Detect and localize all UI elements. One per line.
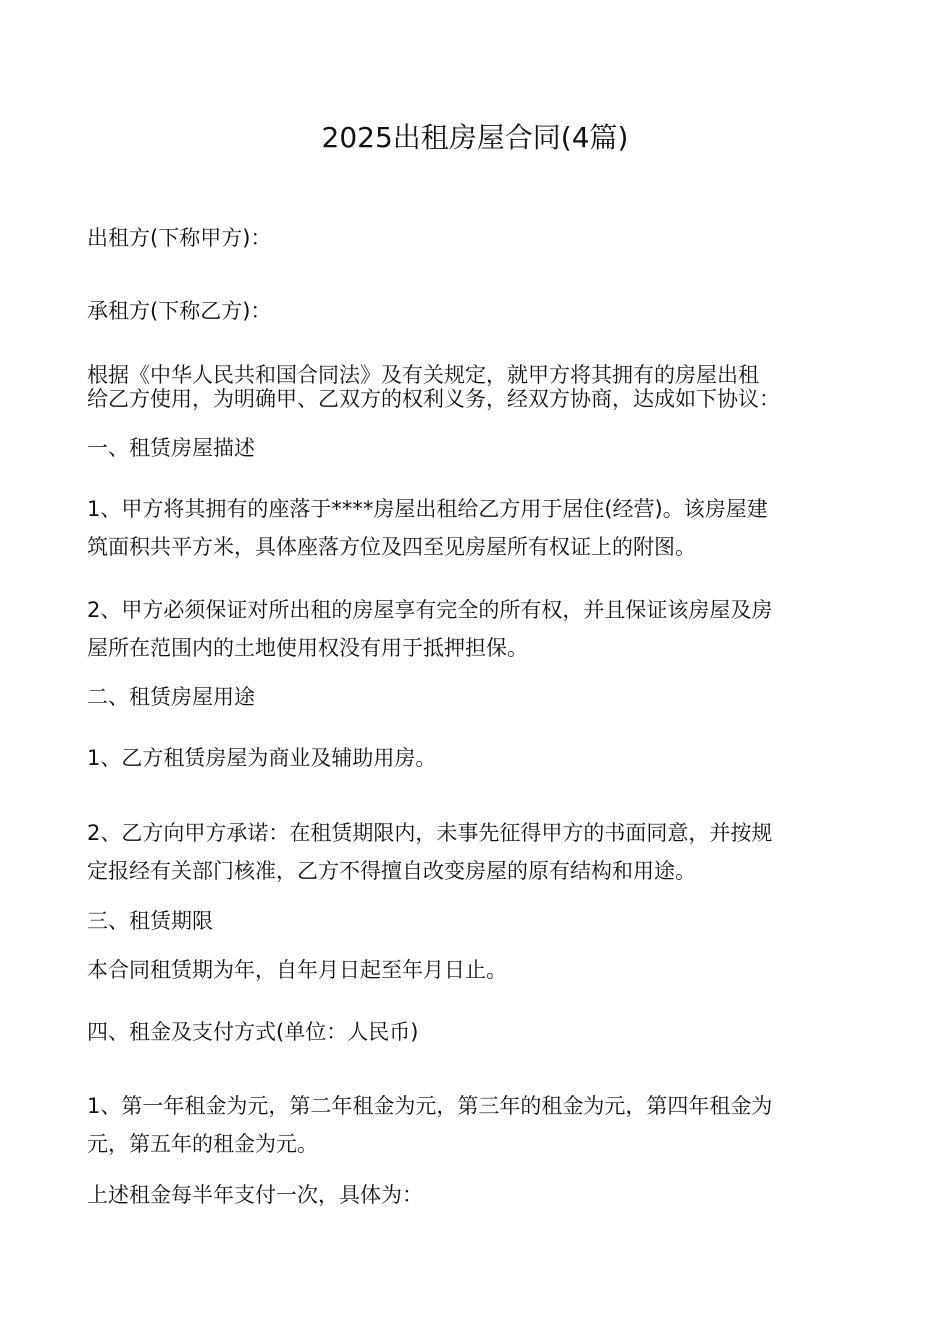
section-3-text: 本合同租赁期为年，自年月日起至年月日止。	[87, 958, 507, 982]
section-4-heading: 四、租金及支付方式(单位：人民币)	[87, 1020, 419, 1044]
paragraph-line: 元，第五年的租金为元。	[87, 1132, 318, 1156]
paragraph-line: 筑面积共平方米，具体座落方位及四至见房屋所有权证上的附图。	[87, 535, 696, 559]
preamble-paragraph	[87, 363, 867, 411]
section-2-item-1: 1、乙方租赁房屋为商业及辅助用房。	[87, 746, 437, 770]
section-1-heading: 一、租赁房屋描述	[87, 436, 255, 460]
section-1-item-2	[87, 591, 867, 667]
section-4-item-1	[87, 1087, 867, 1163]
section-2-heading: 二、租赁房屋用途	[87, 685, 255, 709]
preamble-line: 根据《中华人民共和国合同法》及有关规定，就甲方将其拥有的房屋出租	[87, 363, 759, 387]
section-4-text: 上述租金每半年支付一次，具体为：	[87, 1183, 423, 1207]
party-b-line: 承租方(下称乙方)：	[87, 299, 272, 323]
section-3-heading: 三、租赁期限	[87, 909, 213, 933]
section-1-item-1	[87, 490, 867, 566]
paragraph-line: 1、甲方将其拥有的座落于****房屋出租给乙方用于居住(经营)。该房屋建	[87, 497, 768, 521]
section-2-item-2	[87, 814, 867, 890]
paragraph-line: 1、第一年租金为元，第二年租金为元，第三年的租金为元，第四年租金为	[87, 1094, 773, 1118]
paragraph-line: 屋所在范围内的土地使用权没有用于抵押担保。	[87, 636, 528, 660]
preamble-line: 给乙方使用，为明确甲、乙双方的权利义务，经双方协商，达成如下协议：	[87, 387, 780, 411]
paragraph-line: 2、甲方必须保证对所出租的房屋享有完全的所有权，并且保证该房屋及房	[87, 598, 773, 622]
paragraph-line: 定报经有关部门核准，乙方不得擅自改变房屋的原有结构和用途。	[87, 859, 696, 883]
party-a-line: 出租方(下称甲方)：	[87, 226, 272, 250]
document-title: 2025出租房屋合同(4篇)	[321, 121, 629, 154]
paragraph-line: 2、乙方向甲方承诺：在租赁期限内，未事先征得甲方的书面同意，并按规	[87, 821, 773, 845]
